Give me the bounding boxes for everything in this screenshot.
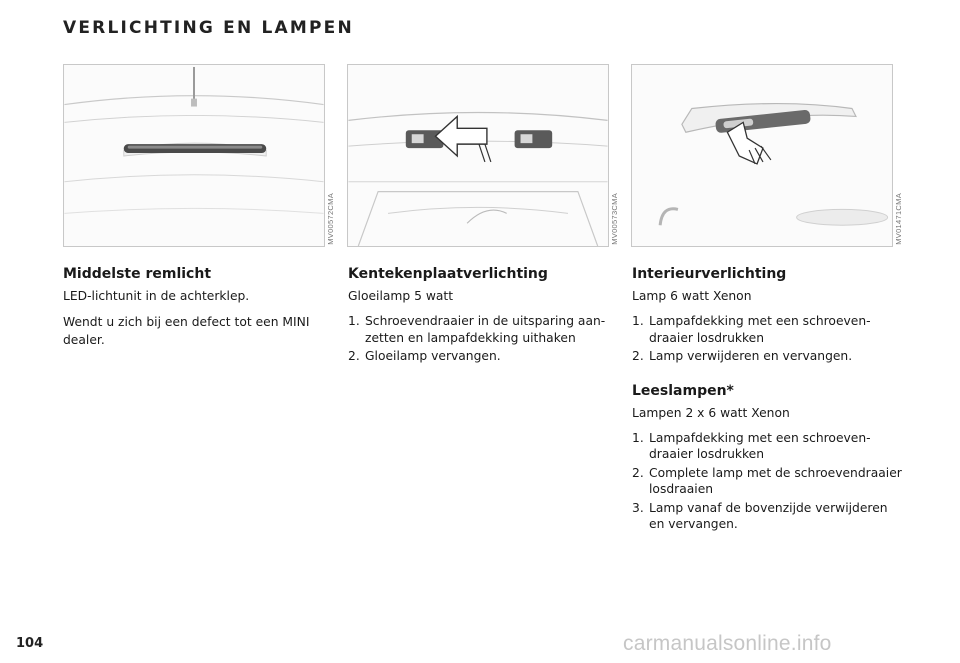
column-license-plate-light xyxy=(348,266,618,373)
interior-light-illustration xyxy=(632,65,892,246)
license-plate-light-illustration xyxy=(348,65,608,246)
step-list xyxy=(348,313,618,365)
column-brake-light xyxy=(63,266,333,357)
figure-code: MV00573CMA xyxy=(609,193,619,245)
column-interior-light xyxy=(632,266,902,541)
watermark-text: carmanualsonline.info xyxy=(623,632,832,655)
list-item: 1. Schroevendraaier in de uitsparing aan-zetten en lampafdekking uithaken xyxy=(348,314,606,345)
heading-license-plate-light: Kentekenplaatverlichting xyxy=(348,266,548,282)
step-list xyxy=(632,430,902,533)
heading-brake-light: Middelste remlicht xyxy=(63,266,212,282)
list-item: 2. Lamp verwijderen en vervangen. xyxy=(632,349,853,363)
bulb-spec: Lamp 6 watt Xenon xyxy=(632,289,752,303)
list-item: 2. Gloeilamp vervangen. xyxy=(348,349,501,363)
page-number: 104 xyxy=(16,636,44,651)
list-item: 1. Lampafdekking met een schroeven-draaier losdrukken xyxy=(632,314,871,345)
figure-code: MV01471CMA xyxy=(893,193,903,245)
figure-interior-light xyxy=(631,64,893,247)
bulb-spec: Lampen 2 x 6 watt Xenon xyxy=(632,405,790,420)
brake-light-illustration xyxy=(64,65,324,246)
list-item: 2. Complete lamp met de schroevendraaier losdraaien xyxy=(632,465,902,496)
list-item: 1. Lampafdekking met een schroeven-draaier losdrukken xyxy=(632,430,871,461)
section-title: VERLICHTING EN LAMPEN xyxy=(63,18,354,38)
heading-reading-lights: Leeslampen* xyxy=(632,382,734,399)
heading-interior-light: Interieurverlichting xyxy=(632,266,787,282)
step-list xyxy=(632,313,902,365)
figure-license-plate-light xyxy=(347,64,609,247)
bulb-spec: Gloeilamp 5 watt xyxy=(348,289,454,303)
paragraph: Wendt u zich bij een defect tot een MINI dealer. xyxy=(63,315,310,347)
paragraph: LED-lichtunit in de achterklep. xyxy=(63,289,250,303)
list-item: 3. Lamp vanaf de bovenzijde verwijderen en vervangen. xyxy=(632,500,888,531)
figure-code: MV00572CMA xyxy=(325,193,335,245)
figure-brake-light xyxy=(63,64,325,247)
